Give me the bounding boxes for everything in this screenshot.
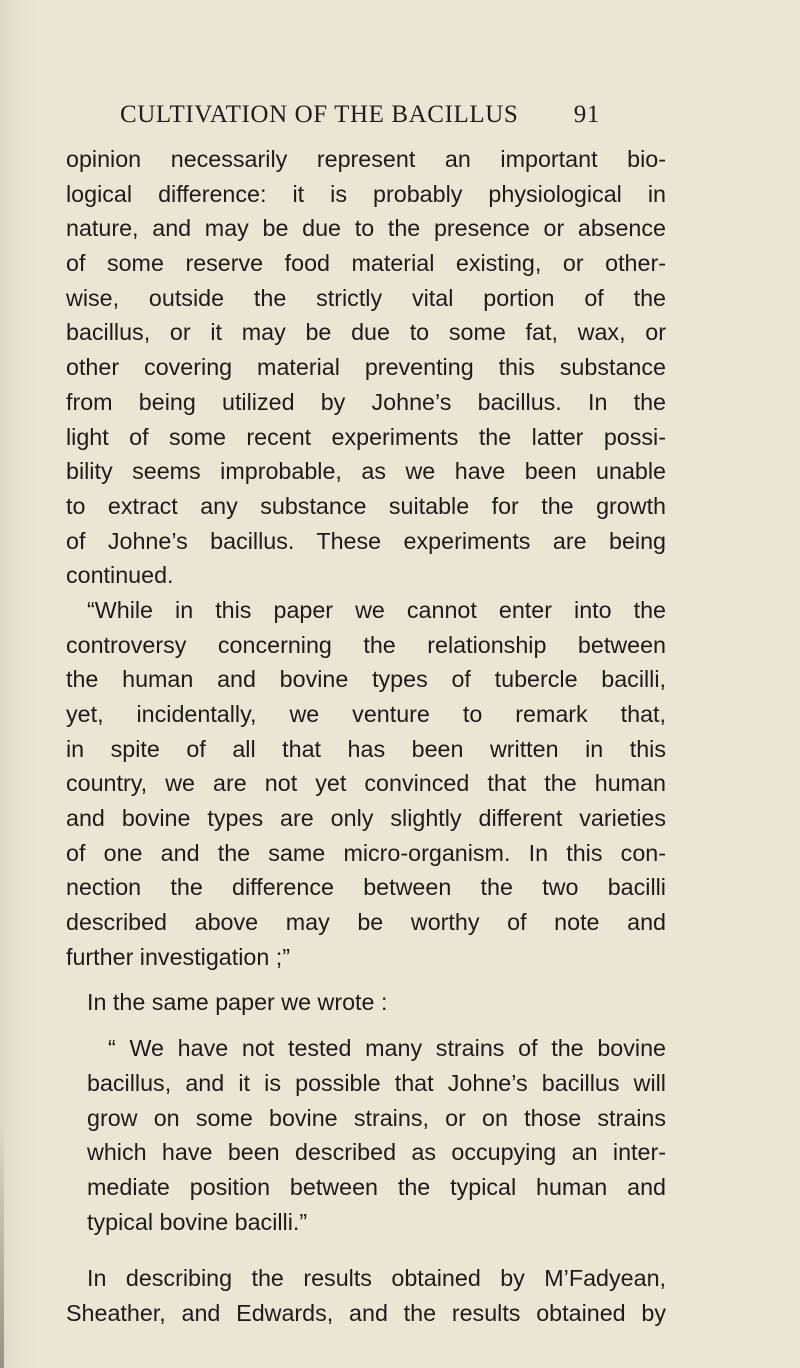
text-line: to extract any substance suitable for the growth	[66, 492, 666, 519]
text-line: typical bovine bacilli.”	[87, 1208, 308, 1235]
running-header	[120, 101, 600, 135]
text-line: yet, incidentally, we venture to remark that,	[66, 701, 666, 727]
text-line: grow on some bovine strains, or on those strains	[87, 1104, 666, 1131]
page-number: 91	[573, 101, 600, 128]
text-line: In describing the results obtained by M’Fadyean,	[87, 1265, 666, 1292]
text-line: and bovine types are only slightly different varieties	[66, 805, 666, 832]
text-line: country, we are not yet convinced that the human	[66, 770, 666, 797]
text-line: in spite of all that has been written in this	[66, 735, 666, 762]
quoted-paragraph	[66, 593, 666, 975]
text-line: from being utilized by Johne’s bacillus. In the	[66, 388, 666, 415]
running-title: CULTIVATION OF THE BACILLUS	[120, 101, 519, 128]
block-quote	[66, 1031, 666, 1239]
text-line: logical difference: it is probably physiological in	[66, 180, 666, 207]
text-line: controversy concerning the relationship between	[66, 631, 666, 658]
text-line: bacillus, or it may be due to some fat, wax, or	[66, 319, 666, 346]
paragraph	[66, 1261, 666, 1330]
text-line: In the same paper we wrote :	[87, 988, 388, 1015]
text-line: described above may be worthy of note and	[66, 909, 666, 936]
paragraph-continued	[66, 142, 666, 593]
text-line: which have been described as occupying an inter-	[87, 1139, 666, 1166]
text-line: “ We have not tested many strains of the bovine	[108, 1035, 666, 1062]
text-line: nection the difference between the two bacilli	[66, 874, 666, 901]
text-line: of some reserve food material existing, or other-	[66, 250, 666, 277]
text-line: further investigation ;”	[66, 943, 291, 970]
text-line: light of some recent experiments the latter possi-	[66, 423, 666, 450]
text-line: continued.	[66, 562, 174, 589]
text-line: bacillus, and it is possible that Johne’s bacillus will	[87, 1069, 666, 1096]
text-line: Sheather, and Edwards, and the results obtained by	[66, 1300, 666, 1326]
text-line: “While in this paper we cannot enter into the	[87, 596, 666, 623]
text-line: of Johne’s bacillus. These experiments are being	[66, 527, 666, 554]
text-line: mediate position between the typical human and	[87, 1173, 666, 1200]
text-line: opinion necessarily represent an important bio-	[66, 146, 666, 172]
text-line: bility seems improbable, as we have been unable	[66, 458, 666, 485]
text-line: the human and bovine types of tubercle bacilli,	[66, 666, 666, 693]
page-body	[66, 142, 666, 1331]
text-line: wise, outside the strictly vital portion of the	[66, 284, 666, 311]
text-line: nature, and may be due to the presence or absence	[66, 215, 666, 242]
text-line: other covering material preventing this substance	[66, 354, 666, 381]
page-edge-shadow	[0, 1120, 4, 1368]
text-line: of one and the same micro-organism. In this con-	[66, 839, 666, 866]
